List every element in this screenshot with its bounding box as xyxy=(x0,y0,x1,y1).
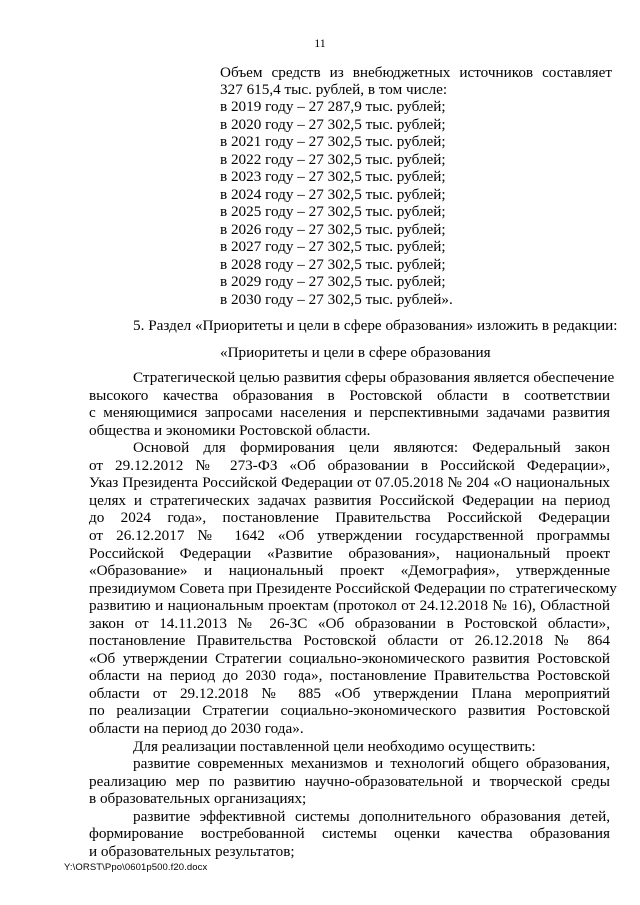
funding-year-line: в 2024 году – 27 302,5 тыс. рублей; xyxy=(220,185,446,203)
funding-intro-line-2: 327 615,4 тыс. рублей, в том числе: xyxy=(220,81,448,98)
funding-year-line: в 2029 году – 27 302,5 тыс. рублей; xyxy=(220,273,446,290)
funding-year-line: в 2030 году – 27 302,5 тыс. рублей». xyxy=(220,290,453,308)
body-line: развитию и национальным проектам (протокол от 24.12.2018 № 16), Областной xyxy=(89,597,610,615)
funding-year-line: в 2021 году – 27 302,5 тыс. рублей; xyxy=(220,133,446,150)
body-line: реализацию мер по развитию научно-образовательной и творческой среды xyxy=(89,772,610,790)
body-line: развитие эффективной системы дополнительного образования детей, xyxy=(133,807,610,825)
funding-year-line: в 2019 году – 27 287,9 тыс. рублей; xyxy=(220,98,446,115)
funding-year-line: в 2022 году – 27 302,5 тыс. рублей; xyxy=(220,150,446,168)
body-line: Указ Президента Российской Федерации от 07.05.2018 № 204 «О национальных xyxy=(89,474,610,492)
body-line: по реализации Стратегии социально-экономического развития Ростовской xyxy=(89,702,610,720)
body-line: президиумом Совета при Президенте Российской Федерации по стратегическому xyxy=(89,579,617,597)
body-line: до 2024 года», постановление Правительства Российской Федерации xyxy=(89,509,610,527)
body-line: развитие современных механизмов и технологий общего образования, xyxy=(133,755,610,773)
funding-year-line: в 2026 году – 27 302,5 тыс. рублей; xyxy=(220,220,446,238)
body-line: области от 29.12.2018 № 885 «Об утверждении Плана мероприятий xyxy=(89,684,610,702)
body-line: от 29.12.2012 № 273-ФЗ «Об образовании в Российской Федерации», xyxy=(89,456,610,474)
body-line: с меняющимися запросами населения и перспективными задачами развития xyxy=(89,404,610,422)
funding-year-line: в 2023 году – 27 302,5 тыс. рублей; xyxy=(220,168,446,185)
body-line: Российской Федерации «Развитие образования», национальный проект xyxy=(89,544,610,562)
body-line: и образовательных результатов; xyxy=(89,842,295,860)
body-line: Для реализации поставленной цели необходимо осуществить: xyxy=(133,737,536,755)
footer-file-path: Y:\ORST\Ppo\0601p500.f20.docx xyxy=(64,862,208,873)
body-line: в образовательных организациях; xyxy=(89,790,307,808)
funding-year-line: в 2027 году – 27 302,5 тыс. рублей; xyxy=(220,238,446,255)
section-heading: «Приоритеты и цели в сфере образования xyxy=(220,344,491,361)
page-number: 11 xyxy=(314,36,326,50)
body-line: «Образование» и национальный проект «Демография», утвержденные xyxy=(89,562,610,580)
funding-intro-line-1: Объем средств из внебюджетных источников составляет xyxy=(220,64,612,81)
funding-year-line: в 2020 году – 27 302,5 тыс. рублей; xyxy=(220,115,446,133)
body-line: области на период до 2030 года», постановление Правительства Ростовской xyxy=(89,667,610,685)
body-line: высокого качества образования в Ростовской области в соответствии xyxy=(89,386,610,404)
funding-year-line: в 2025 году – 27 302,5 тыс. рублей; xyxy=(220,203,446,220)
body-line: Основой для формирования цели являются: Федеральный закон xyxy=(133,439,610,457)
body-line: «Об утверждении Стратегии социально-экономического развития Ростовской xyxy=(89,649,610,667)
body-line: целях и стратегических задачах развития Российской Федерации на период xyxy=(89,491,610,509)
body-line: закон от 14.11.2013 № 26-ЗС «Об образовании в Ростовской области», xyxy=(89,614,610,632)
body-line: общества и экономики Ростовской области. xyxy=(89,421,371,439)
body-line: от 26.12.2017 № 1642 «Об утверждении государственной программы xyxy=(89,526,610,544)
body-line: формирование востребованной системы оценки качества образования xyxy=(89,825,610,843)
body-line: Стратегической целью развития сферы образования является обеспечение xyxy=(133,369,615,386)
body-line: постановление Правительства Ростовской области от 26.12.2018 № 864 xyxy=(89,632,610,650)
section-instruction: 5. Раздел «Приоритеты и цели в сфере образования» изложить в редакции: xyxy=(133,317,618,334)
funding-year-line: в 2028 году – 27 302,5 тыс. рублей; xyxy=(220,255,446,273)
body-line: области на период до 2030 года». xyxy=(89,720,304,737)
